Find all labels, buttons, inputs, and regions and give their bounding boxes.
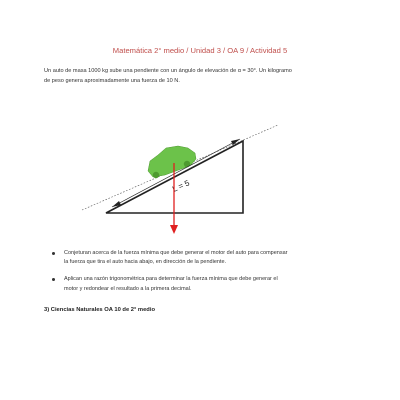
task-line: Aplican una razón trigonométrica para determinar la fuerza mínima que debe generar el bbox=[64, 276, 278, 283]
task-item bbox=[48, 275, 348, 293]
task-item bbox=[48, 249, 348, 267]
task-line: Conjeturan acerca de la fuerza mínima que debe generar el motor del auto para compensar bbox=[64, 250, 288, 256]
car-icon bbox=[148, 146, 196, 178]
bullet-icon bbox=[52, 278, 55, 281]
page-title: Matemática 2° medio / Unidad 3 / OA 9 / Actividad 5 bbox=[112, 46, 288, 55]
section-heading: 3) Ciencias Naturales OA 10 de 2° medio bbox=[44, 307, 155, 313]
bullet-icon bbox=[52, 252, 55, 255]
problem-line-2: de peso genera aproximadamente una fuerza de 10 N. bbox=[44, 78, 180, 84]
task-list bbox=[48, 249, 348, 302]
task-line: la fuerza que tira el auto hacia abajo, en dirección de la pendiente. bbox=[64, 259, 227, 266]
task-line: motor y redondear el resultado a la primera decimal. bbox=[64, 285, 192, 292]
problem-line-1: Un auto de masa 1000 kg sube una pendiente con un ángulo de elevación de α = 30°. Un kilogramo bbox=[44, 68, 292, 74]
length-label: L = 5 bbox=[171, 178, 191, 194]
